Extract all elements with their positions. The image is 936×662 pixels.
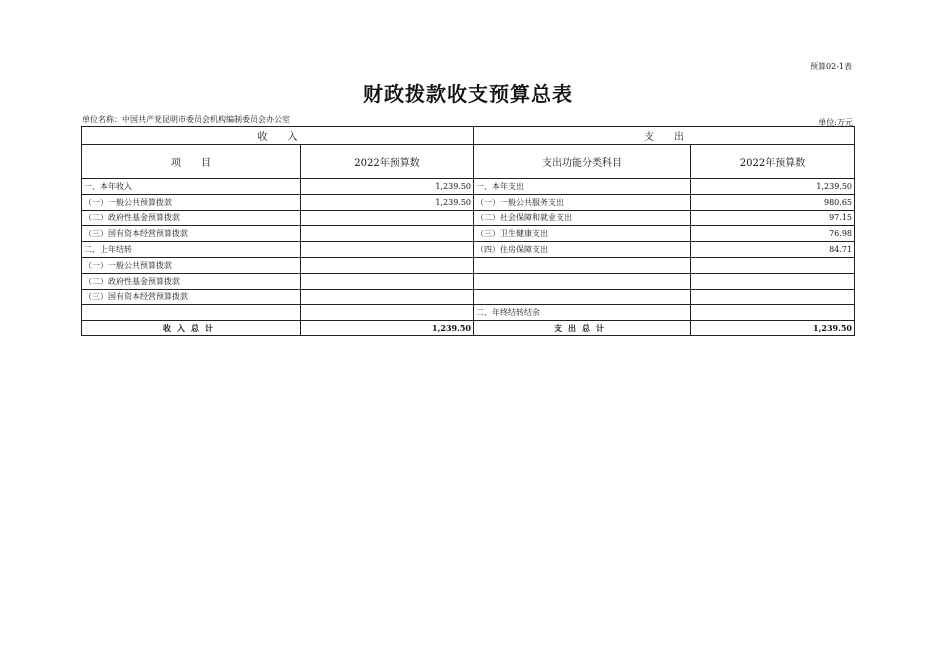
income-amount [301, 210, 474, 226]
income-item: 一、本年收入 [82, 179, 301, 195]
expense-item [474, 273, 691, 289]
expense-amount [691, 257, 855, 273]
table-row [82, 257, 855, 273]
income-item: （一）一般公共预算拨款 [82, 257, 301, 273]
income-item: （二）政府性基金预算拨款 [82, 273, 301, 289]
table-row [82, 179, 855, 195]
income-amount [301, 305, 474, 321]
expense-amount: 980.65 [691, 194, 855, 210]
expense-amount [691, 305, 855, 321]
income-amount: 1,239.50 [301, 194, 474, 210]
expense-amount: 1,239.50 [691, 179, 855, 195]
income-amount [301, 273, 474, 289]
income-amount: 1,239.50 [301, 179, 474, 195]
income-total-label: 收入总计 [82, 321, 301, 336]
expense-amount: 76.98 [691, 226, 855, 242]
col-item-header: 项 目 [82, 145, 301, 179]
expense-item [474, 289, 691, 305]
col-expense-item-header: 支出功能分类科目 [474, 145, 691, 179]
table-row [82, 194, 855, 210]
income-amount [301, 242, 474, 258]
income-item: （三）国有资本经营预算拨款 [82, 289, 301, 305]
expense-item: （二）社会保障和就业支出 [474, 210, 691, 226]
section-header-row [82, 127, 855, 145]
expense-item: 二、年终结转结余 [474, 305, 691, 321]
expense-amount: 84.71 [691, 242, 855, 258]
expense-item: 一、本年支出 [474, 179, 691, 195]
expense-amount [691, 273, 855, 289]
expense-item: （四）住房保障支出 [474, 242, 691, 258]
unit-name: 单位名称：中国共产党昆明市委员会机构编制委员会办公室 [82, 115, 290, 124]
column-header-row [82, 145, 855, 179]
income-item: 二、上年结转 [82, 242, 301, 258]
income-header: 收 入 [82, 127, 474, 145]
expense-item: （一）一般公共服务支出 [474, 194, 691, 210]
expense-header: 支 出 [474, 127, 855, 145]
form-code: 预算02-1表 [810, 62, 852, 71]
table-row [82, 242, 855, 258]
expense-total-amount: 1,239.50 [691, 321, 855, 336]
table-row [82, 226, 855, 242]
table-row [82, 273, 855, 289]
total-row [82, 321, 855, 336]
income-item [82, 305, 301, 321]
table-row [82, 305, 855, 321]
expense-amount: 97.15 [691, 210, 855, 226]
income-item: （二）政府性基金预算拨款 [82, 210, 301, 226]
col-expense-amount-header: 2022年预算数 [691, 145, 855, 179]
income-amount [301, 289, 474, 305]
col-income-amount-header: 2022年预算数 [301, 145, 474, 179]
unit-label: 单位:万元 [818, 118, 853, 127]
table-row [82, 210, 855, 226]
page-title: 财政拨款收支预算总表 [363, 82, 573, 106]
budget-table [81, 126, 855, 336]
expense-amount [691, 289, 855, 305]
income-amount [301, 257, 474, 273]
table-row [82, 289, 855, 305]
income-amount [301, 226, 474, 242]
expense-total-label: 支出总计 [474, 321, 691, 336]
income-item: （一）一般公共预算拨款 [82, 194, 301, 210]
income-item: （三）国有资本经营预算拨款 [82, 226, 301, 242]
expense-item: （三）卫生健康支出 [474, 226, 691, 242]
expense-item [474, 257, 691, 273]
income-total-amount: 1,239.50 [301, 321, 474, 336]
